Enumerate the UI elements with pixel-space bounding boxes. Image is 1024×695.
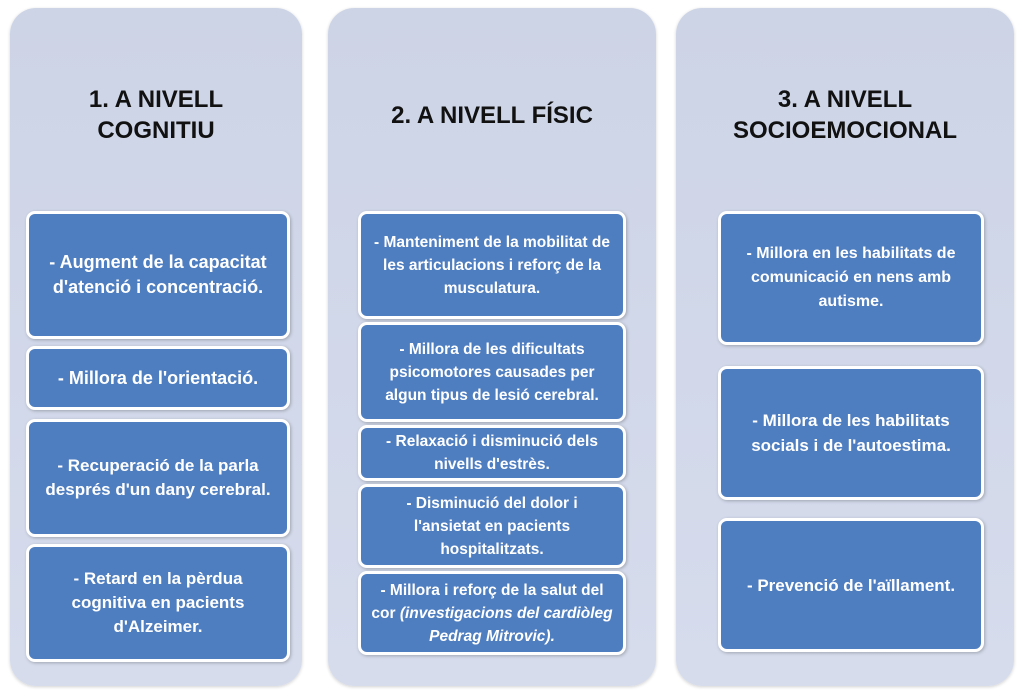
socioemotional-column bbox=[676, 8, 1014, 686]
physical-heading-text: 2. A NIVELL FÍSIC bbox=[391, 101, 593, 129]
card-citation: (investigacions del cardiòleg Pedrag Mitrovic). bbox=[399, 604, 613, 645]
card-text: - Millora en les habilitats de comunicació en nens amb autisme. bbox=[746, 245, 956, 310]
physical-card-psychomotor bbox=[358, 322, 626, 422]
socioemotional-card-isolation bbox=[718, 518, 984, 652]
card-text: - Augment de la capacitat d'atenció i concentració. bbox=[49, 252, 267, 297]
physical-heading bbox=[328, 92, 656, 138]
physical-column bbox=[328, 8, 656, 686]
physical-card-heart bbox=[358, 571, 626, 655]
socioemotional-card-communication bbox=[718, 211, 984, 345]
physical-card-pain bbox=[358, 484, 626, 568]
cognitive-card-attention bbox=[26, 211, 290, 339]
card-text: - Millora de les habilitats socials i de l'autoestima. bbox=[751, 411, 951, 455]
socioemotional-card-social-skills bbox=[718, 366, 984, 500]
physical-card-relaxation bbox=[358, 425, 626, 481]
card-text: - Disminució del dolor i l'ansietat en pacients hospitalitzats. bbox=[406, 494, 578, 558]
socioemotional-heading bbox=[676, 80, 1014, 150]
cognitive-column bbox=[10, 8, 302, 686]
cognitive-card-speech bbox=[26, 419, 290, 537]
cognitive-heading-line1: 1. A NIVELL bbox=[88, 86, 224, 113]
socioemotional-heading-line2: SOCIOEMOCIONAL bbox=[732, 117, 957, 144]
cognitive-heading-line2: COGNITIU bbox=[97, 117, 215, 144]
physical-card-mobility bbox=[358, 211, 626, 319]
cognitive-card-orientation bbox=[26, 346, 290, 410]
card-text: - Millora de les dificultats psicomotores causades per algun tipus de lesió cerebral. bbox=[385, 340, 599, 404]
card-text: - Millora i reforç de la salut del cor bbox=[371, 581, 604, 622]
card-text: - Recuperació de la parla després d'un dany cerebral. bbox=[45, 456, 271, 499]
cognitive-card-alzheimer bbox=[26, 544, 290, 662]
cognitive-heading bbox=[10, 80, 302, 150]
card-text: - Retard en la pèrdua cognitiva en pacients d'Alzeimer. bbox=[71, 569, 245, 636]
card-text: - Relaxació i disminució dels nivells d'estrès. bbox=[386, 433, 598, 473]
socioemotional-heading-line1: 3. A NIVELL bbox=[777, 86, 913, 113]
card-text: - Prevenció de l'aïllament. bbox=[746, 575, 956, 595]
card-text: - Millora de l'orientació. bbox=[57, 367, 259, 388]
card-text: - Manteniment de la mobilitat de les articulacions i reforç de la musculatura. bbox=[374, 233, 610, 297]
